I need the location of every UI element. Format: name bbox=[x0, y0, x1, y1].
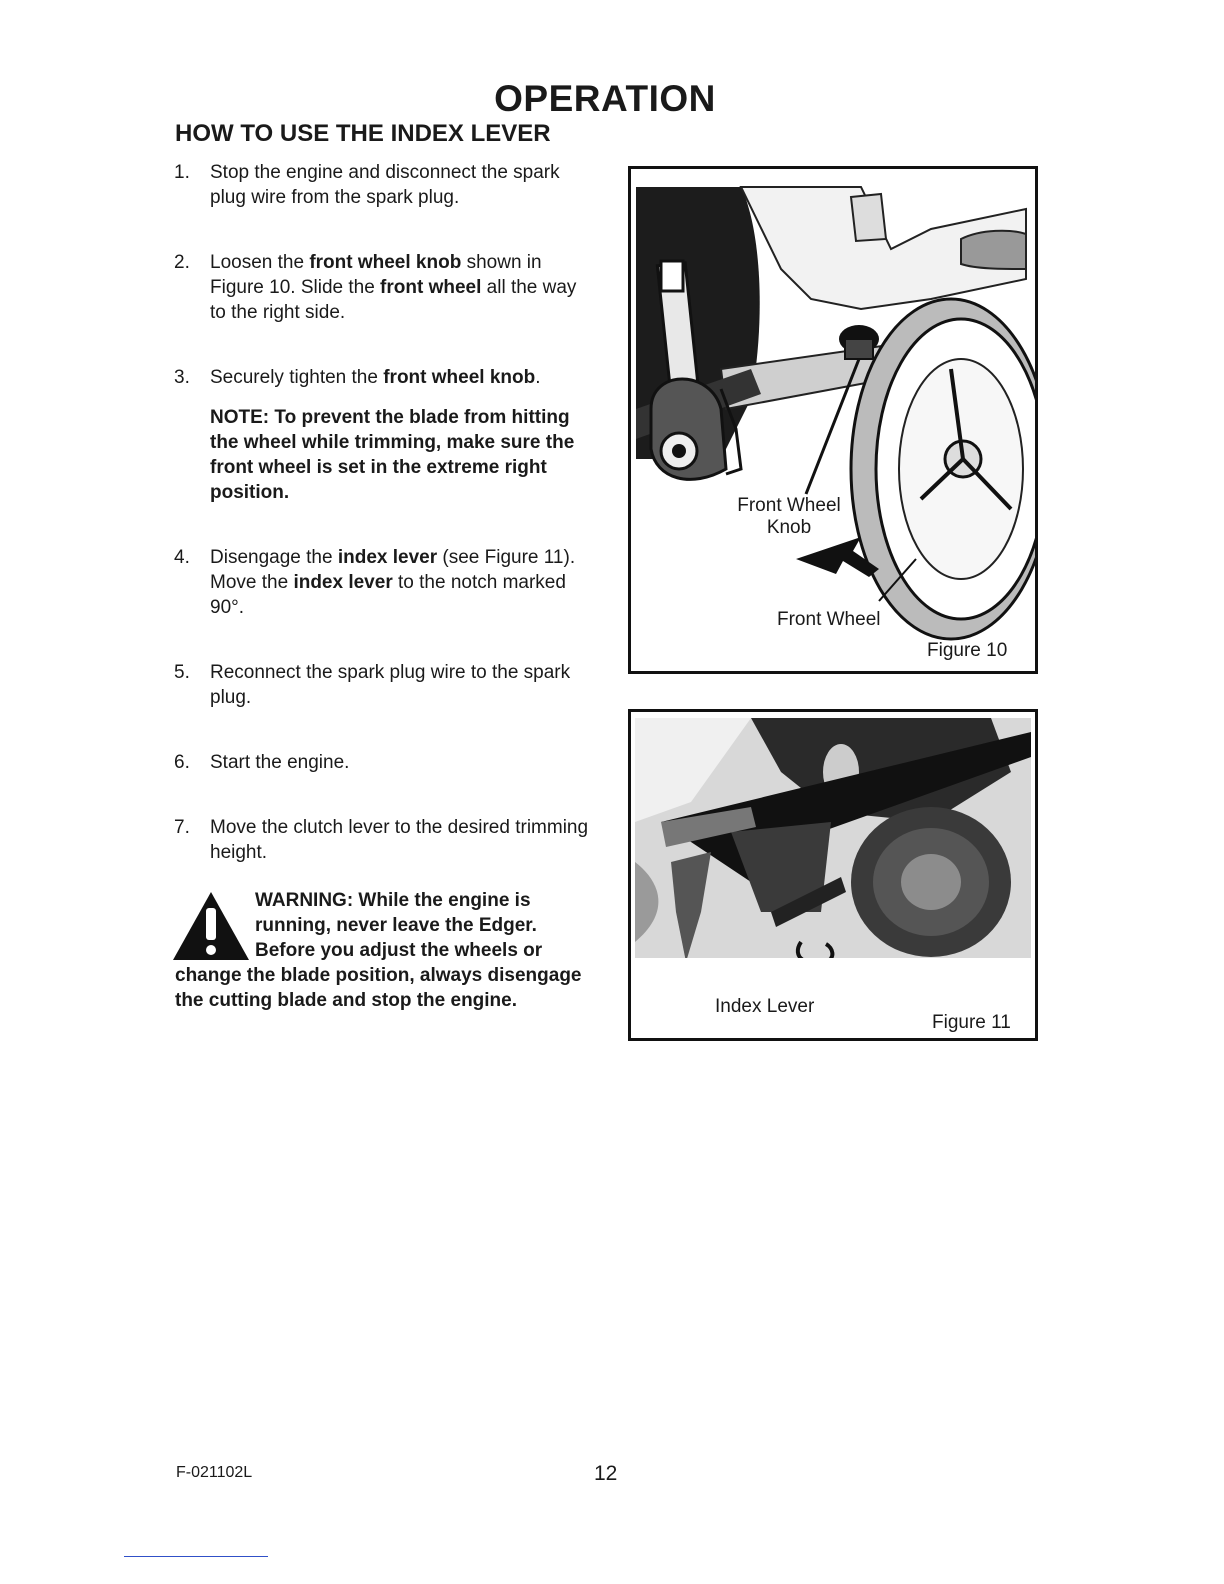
step-number: 2. bbox=[174, 252, 190, 273]
figure-10 bbox=[628, 166, 1038, 674]
step-1 bbox=[172, 160, 592, 210]
term-front-wheel-knob: front wheel knob bbox=[309, 252, 462, 273]
figure-caption: Figure 11 bbox=[932, 1012, 1011, 1033]
step-text: Disengage the bbox=[210, 547, 338, 568]
label-index-lever: Index Lever bbox=[715, 996, 815, 1017]
term-index-lever: index lever bbox=[337, 547, 438, 568]
step-number: 6. bbox=[174, 752, 190, 773]
figure-caption: Figure 10 bbox=[927, 640, 1008, 661]
step-text: all the way to the right side. bbox=[210, 277, 577, 323]
warning-triangle-icon bbox=[171, 890, 251, 962]
step-text: Reconnect the spark plug wire to the spark plug. bbox=[210, 662, 571, 708]
step-text: Start the engine. bbox=[210, 752, 350, 773]
label-front-wheel: Front Wheel bbox=[777, 609, 881, 630]
document-code: F-021102L bbox=[176, 1464, 253, 1481]
note-text: NOTE: To prevent the blade from hitting the wheel while trimming, make sure the front wheel is set in the extreme right position. bbox=[210, 407, 575, 503]
step-text: . bbox=[535, 367, 541, 388]
step-7 bbox=[172, 815, 592, 865]
section-heading: HOW TO USE THE INDEX LEVER bbox=[175, 120, 551, 147]
figure-11 bbox=[628, 709, 1038, 1041]
step-number: 1. bbox=[174, 162, 190, 183]
step-text: Stop the engine and disconnect the spark plug wire from the spark plug. bbox=[210, 162, 560, 208]
page-title: OPERATION bbox=[494, 78, 716, 119]
step-text: (see Figure 11). Move the bbox=[210, 547, 576, 593]
step-text: to the notch marked 90°. bbox=[210, 572, 566, 618]
instruction-list bbox=[172, 160, 592, 905]
step-text: Securely tighten the bbox=[210, 367, 384, 388]
step-3 bbox=[172, 365, 592, 505]
warning-text: WARNING: While the engine is running, never leave the Edger. Before you adjust the wheels or change the blade position, always disengage the cutting blade and stop the engine. bbox=[175, 890, 582, 1011]
step-text: Move the clutch lever to the desired trimming height. bbox=[210, 817, 589, 863]
index-lever-photo bbox=[631, 712, 1035, 1038]
label-line: Front Wheel bbox=[737, 495, 841, 516]
step-4 bbox=[172, 545, 592, 620]
step-number: 4. bbox=[174, 547, 190, 568]
front-wheel-illustration bbox=[631, 169, 1035, 671]
term-index-lever: index lever bbox=[293, 572, 393, 593]
step-2 bbox=[172, 250, 592, 325]
step-5 bbox=[172, 660, 592, 710]
divider bbox=[124, 1556, 268, 1557]
label-line: Knob bbox=[766, 517, 812, 538]
step-number: 3. bbox=[174, 367, 190, 388]
step-number: 5. bbox=[174, 662, 190, 683]
step-6 bbox=[172, 750, 592, 775]
term-front-wheel-knob: front wheel knob bbox=[383, 367, 536, 388]
page-number: 12 bbox=[594, 1462, 618, 1485]
step-text: Loosen the bbox=[210, 252, 310, 273]
warning-box bbox=[175, 888, 585, 1013]
step-text: shown in Figure 10. Slide the bbox=[210, 252, 542, 298]
label-front-wheel-knob bbox=[731, 495, 847, 539]
term-front-wheel: front wheel bbox=[380, 277, 482, 298]
step-number: 7. bbox=[174, 817, 190, 838]
